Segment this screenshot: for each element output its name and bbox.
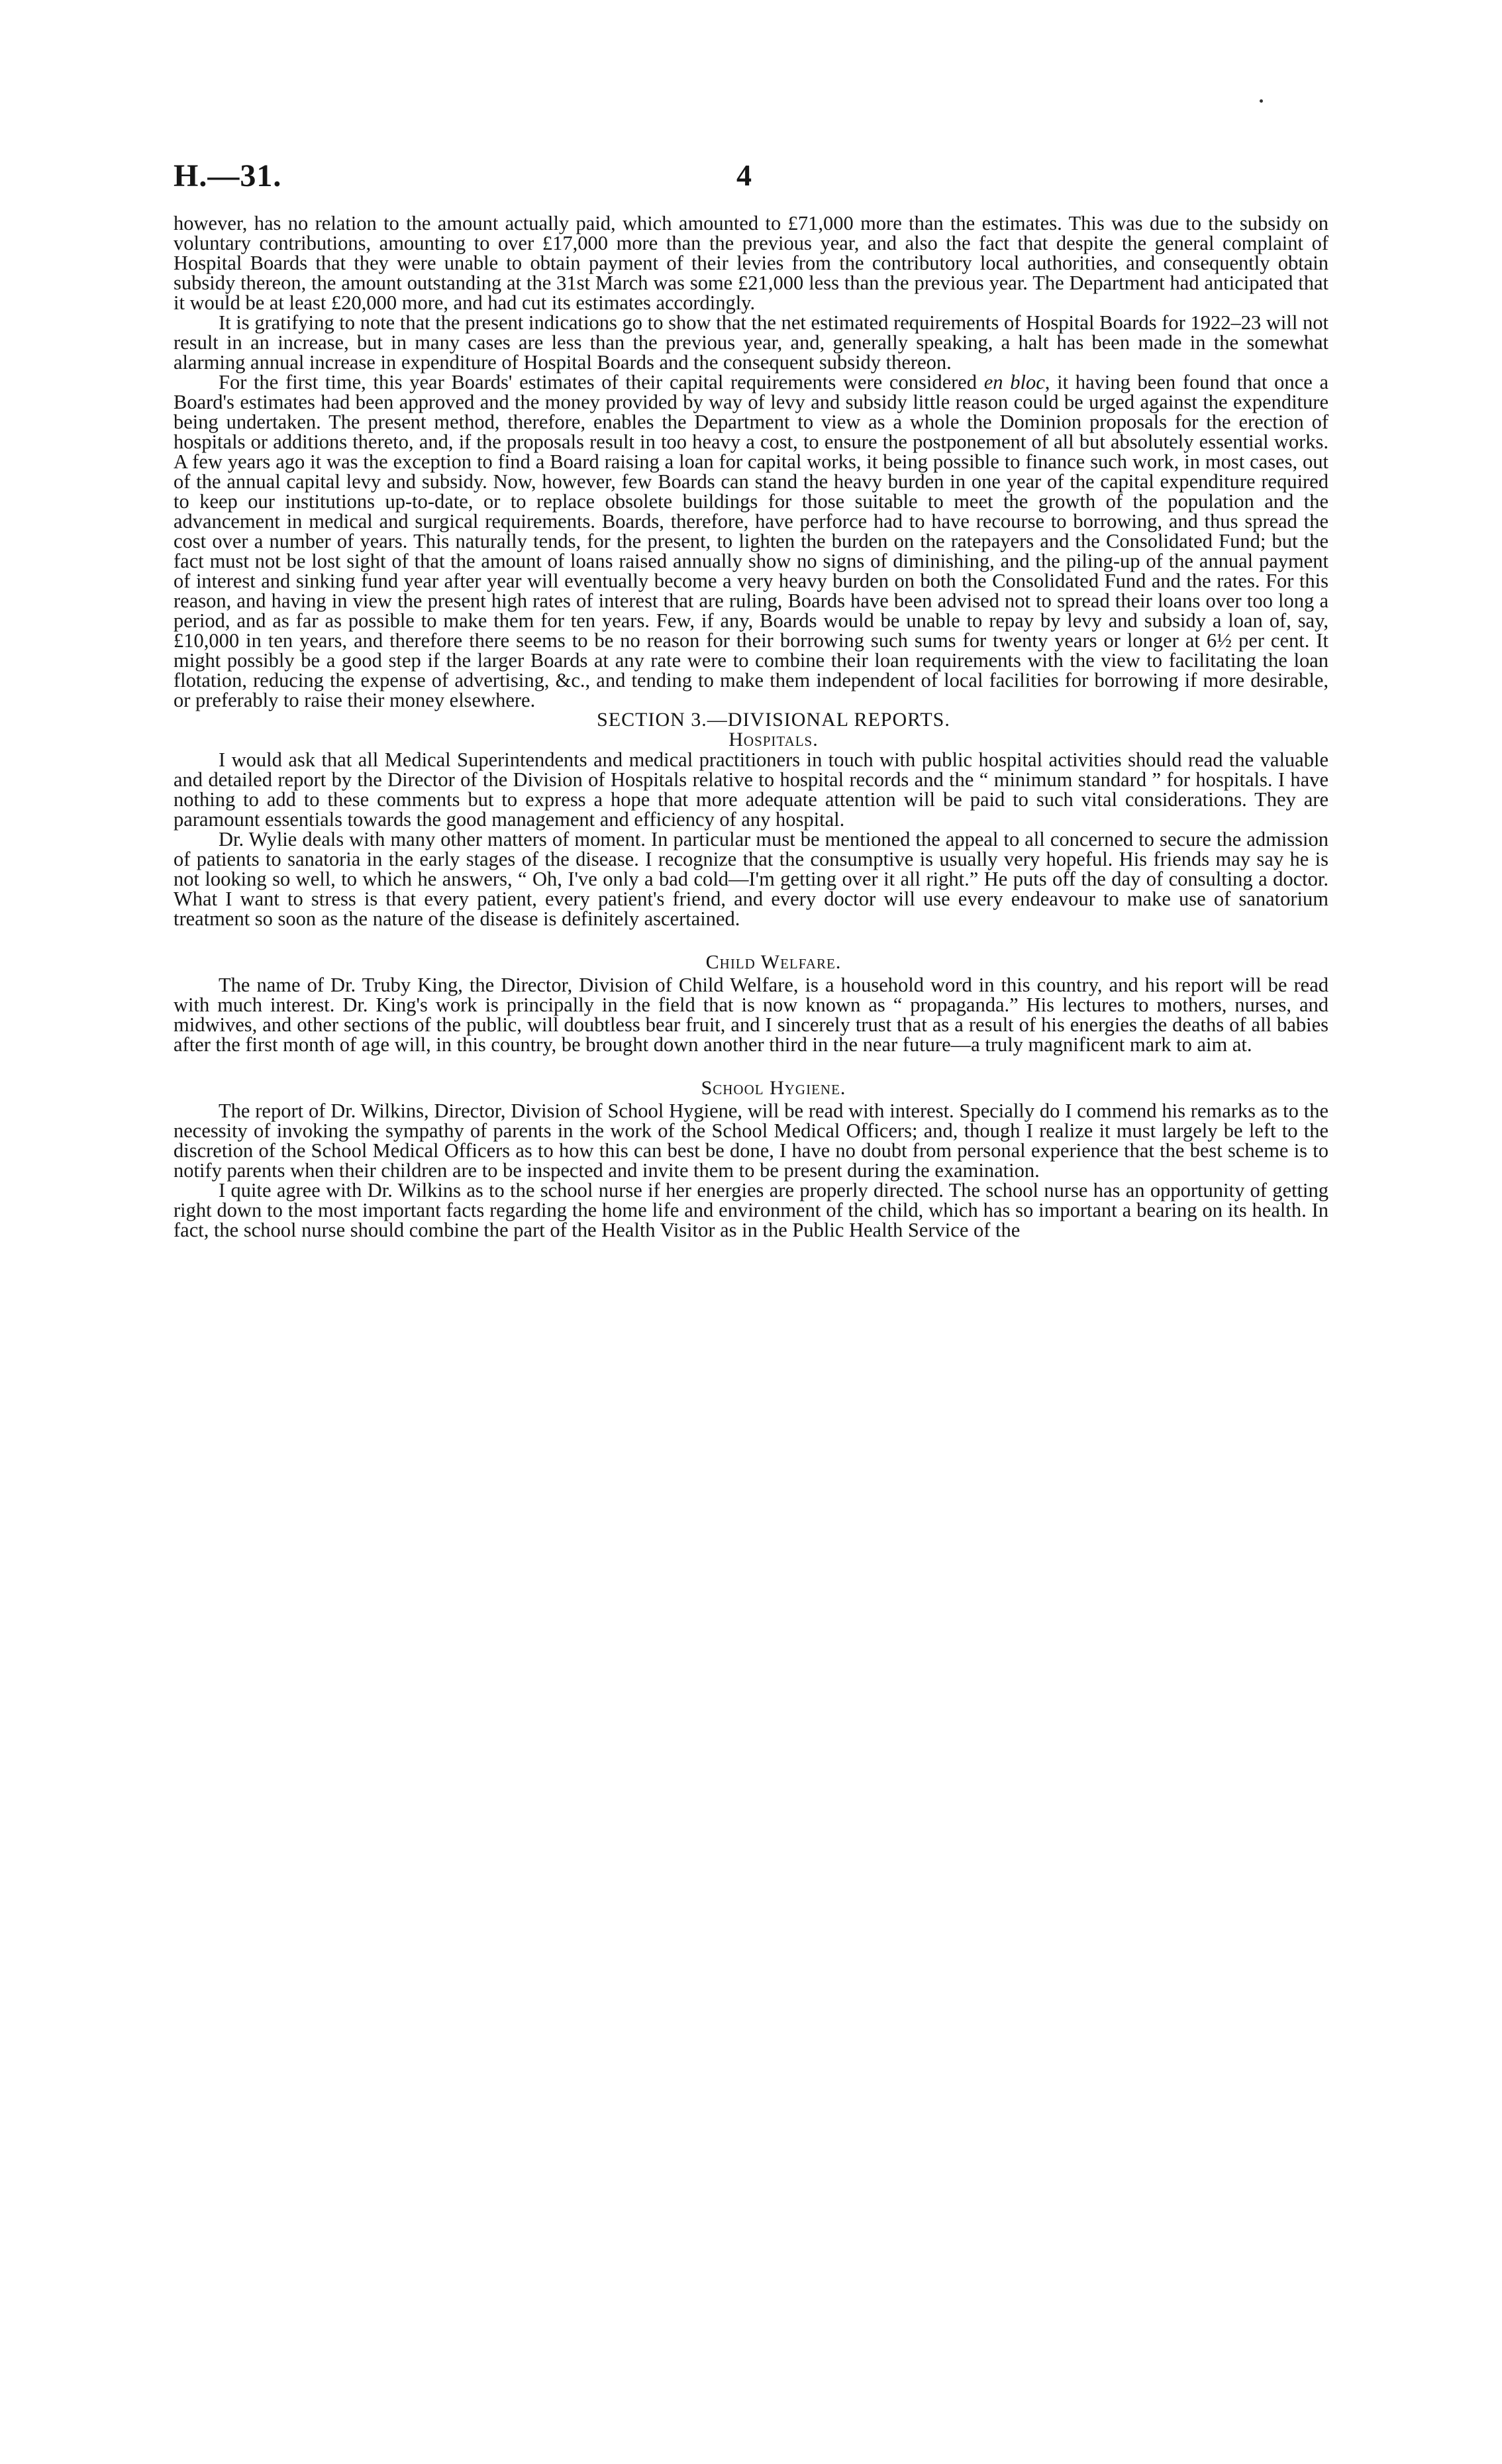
paragraph-child-welfare: The name of Dr. Truby King, the Director, Division of Child Welfare, is a household word in this country, and his report will be read with much interest. Dr. King's work is principally in the field that is now known as “ propaganda.” His lectures to mothers, nurses, and midwives, and other sections of the public, will doubtless bear fruit, and I sincerely trust that as a result of his energies the deaths of all babies after the first month of age will, in this country, be brought down another third in the near future—a truly magnificent mark to aim at. <box>174 974 1328 1056</box>
subsection-heading-child-welfare: Child Welfare. <box>705 951 842 973</box>
section-heading: SECTION 3.—DIVISIONAL REPORTS. <box>597 709 950 731</box>
page-number: 4 <box>736 158 752 192</box>
paragraph-text: , it having been found that once a Board's estimates had been approved and the money provided by way of levy and subsidy little reason could be urged against the expenditure being undertaken. The present method, therefore, enables the Department to view as a whole the Dominion proposals for the erection of hospitals or additions thereto, and, if the proposals result in too heavy a cost, to ensure the postponement of all but absolutely essential works. A few years ago it was the exception to find a Board raising a loan for capital works, it being possible to finance such work, in most cases, out of the annual capital levy and subsidy. Now, however, few Boards can stand the heavy burden in one year of the capital expenditure required to keep our institutions up-to-date, or to replace obsolete buildings for those suitable to meet the growth of the population and the advancement in medical and surgical requirements. Boards, therefore, have perforce had to have recourse to borrowing, and thus spread the cost over a number of years. This naturally tends, for the present, to lighten the burden on the ratepayers and the Consolidated Fund; but the fact must not be lost sight of that the amount of loans raised annually show no signs of diminishing, and the piling-up of the annual payment of interest and sinking fund year after year will eventually become a very heavy burden on both the Consolidated Fund and the rates. For this reason, and having in view the present high rates of interest that are ruling, Boards have been advised not to spread their loans over too long a period, and as far as possible to make them for ten years. Few, if any, Boards would be unable to repay by levy and subsidy a loan of, say, £10,000 in ten years, and therefore there seems to be no reason for their borrowing such sums for twenty years or longer at 6½ per cent. It might possibly be a good step if the larger Boards at any rate were to combine their loan requirements with the view to facilitating the loan flotation, reducing the expense of advertising, &c., and tending to make them independent of local facilities for borrowing if more desirable, or preferably to raise their money elsewhere. <box>174 371 1328 711</box>
paragraph-hospitals-1: I would ask that all Medical Superintendents and medical practitioners in touch with public hospital activities should read the valuable and detailed report by the Director of the Division of Hospitals relative to hospital records and the “ minimum standard ” for hospitals. I have nothing to add to these comments but to express a hope that more adequate attention will be paid to such vital considerations. They are paramount essentials towards the good management and efficiency of any hospital. <box>174 748 1328 831</box>
subsection-heading-school-hygiene: School Hygiene. <box>701 1077 846 1099</box>
paragraph-school-hygiene-1: The report of Dr. Wilkins, Director, Division of School Hygiene, will be read with interest. Specially do I commend his remarks as to the necessity of invoking the sympathy of parents in the work of the School Medical Officers; and, though I realize it must largely be left to the discretion of the School Medical Officers as to how this can best be done, I have no doubt from personal experience that the best scheme is to notify parents when their children are to be inspected and invite them to be present during the examination. <box>174 1100 1328 1182</box>
scan-mark <box>1260 99 1263 103</box>
paragraph-hospital-requirements: It is gratifying to note that the present indications go to show that the net estimated requirements of Hospital Boards for 1922–23 will not result in an increase, but in many cases are less than the previous year, and, generally speaking, a halt has been made in the somewhat alarming annual increase in expenditure of Hospital Boards and the consequent subsidy thereon. <box>174 311 1328 374</box>
italic-phrase: en bloc <box>983 371 1045 393</box>
document-code: H.—31. <box>174 158 282 193</box>
paragraph-continued: however, has no relation to the amount actually paid, which amounted to £71,000 more than the estimates. This was due to the subsidy on voluntary contributions, amounting to over £17,000 more than the previous year, and also the fact that despite the general complaint of Hospital Boards that they were unable to obtain payment of their levies from the contributory local authorities, and consequently obtain subsidy thereon, the amount outstanding at the 31st March was some £21,000 less than the previous year. The Department had anticipated that it would be at least £20,000 more, and had cut its estimates accordingly. <box>174 212 1328 314</box>
paragraph-hospitals-2: Dr. Wylie deals with many other matters of moment. In particular must be mentioned the appeal to all concerned to secure the admission of patients to sanatoria in the early stages of the disease. I recognize that the consumptive is usually very hopeful. His friends may say he is not looking so well, to which he answers, “ Oh, I've only a bad cold—I'm getting over it all right.” He puts off the day of consulting a doctor. What I want to stress is that every patient, every patient's friend, and every doctor will use every endeavour to make use of sanatorium treatment so soon as the nature of the disease is definitely ascertained. <box>174 828 1328 930</box>
paragraph-school-hygiene-2: I quite agree with Dr. Wilkins as to the school nurse if her energies are properly directed. The school nurse has an opportunity of getting right down to the most important facts regarding the home life and environment of the child, which has so important a bearing on its health. In fact, the school nurse should combine the part of the Health Visitor as in the Public Health Service of the <box>174 1179 1328 1241</box>
page-body <box>174 213 1328 1240</box>
paragraph-text: For the first time, this year Boards' estimates of their capital requirements were considered <box>219 371 984 393</box>
paragraph-capital-requirements <box>174 372 1328 710</box>
subsection-heading-hospitals: Hospitals. <box>728 729 819 750</box>
page-header <box>174 158 1328 197</box>
